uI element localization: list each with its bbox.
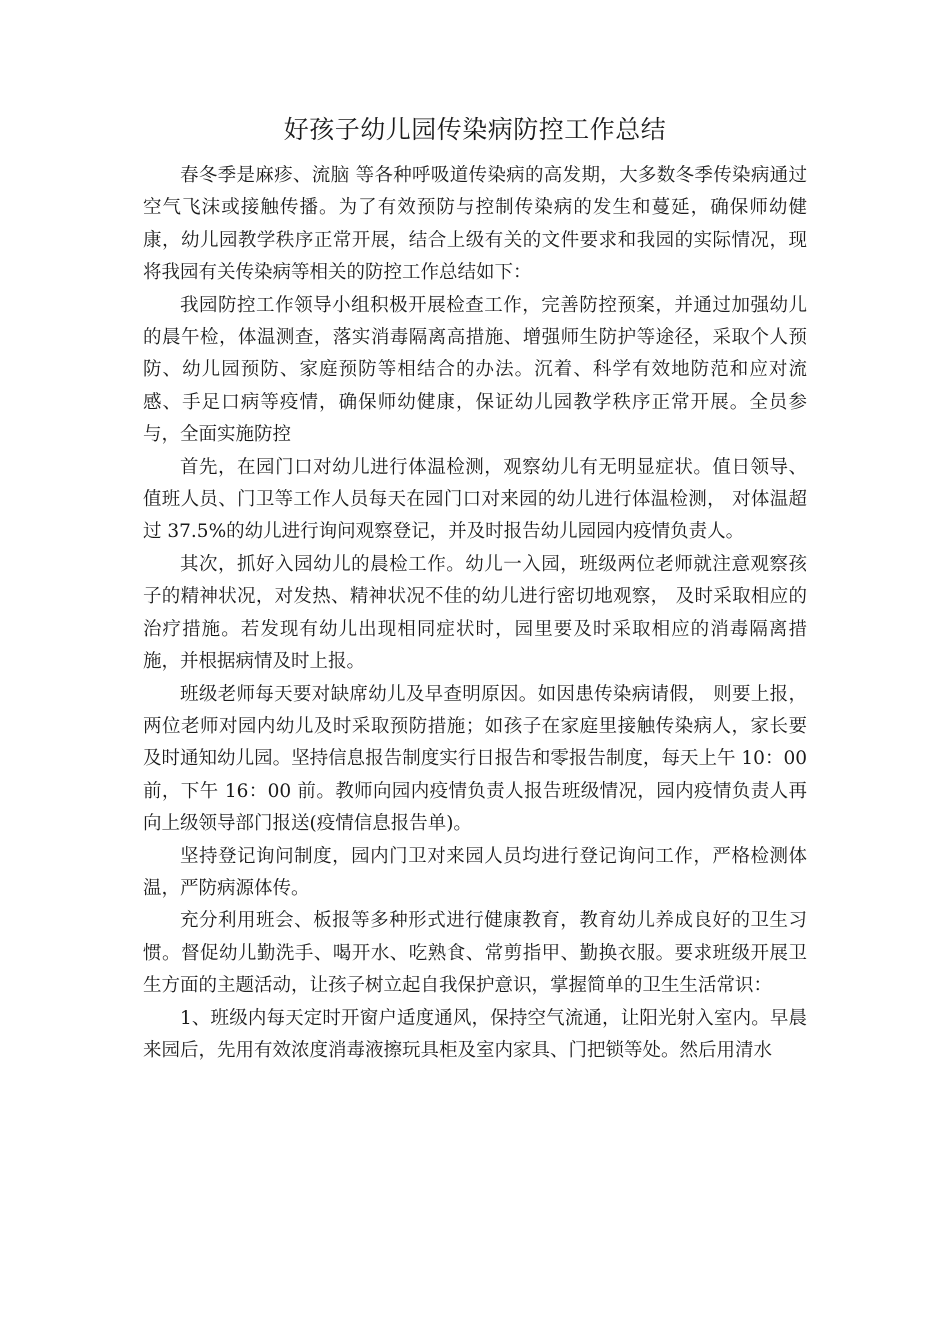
document-page <box>143 108 807 1067</box>
paragraph-temperature-check: 首先，在园门口对幼儿进行体温检测，观察幼儿有无明显症状。值日领导、值班人员、门卫等工作人员每天在园门口对来园的幼儿进行体温检测， 对体温超过 37.5%的幼儿进行询问观察登记，并及时报告幼儿园园内疫情负责人。 <box>143 456 807 543</box>
paragraph-visitor-registration: 坚持登记询问制度，园内门卫对来园人员均进行登记询问工作，严格检测体温，严防病源体传。 <box>143 845 807 899</box>
paragraph-absence-report: 班级老师每天要对缺席幼儿及早查明原因。如因患传染病请假， 则要上报，两位老师对园内幼儿及时采取预防措施；如孩子在家庭里接触传染病人，家长要及时通知幼儿园。坚持信息报告制度实行日报告和零报告制度，每天上午 10：00 前，下午 16：00 前。教师向园内疫情负责人报告班级情况，园内疫情负责人再向上级领导部门报送(疫情信息报告单)。 <box>143 683 807 835</box>
paragraph-ventilation: 1、班级内每天定时开窗户适度通风，保持空气流通，让阳光射入室内。早晨来园后，先用有效浓度消毒液擦玩具柜及室内家具、门把锁等处。然后用清水 <box>143 1007 807 1061</box>
paragraph-morning-check: 其次，抓好入园幼儿的晨检工作。幼儿一入园，班级两位老师就注意观察孩子的精神状况，对发热、精神状况不佳的幼儿进行密切地观察， 及时采取相应的治疗措施。若发现有幼儿出现相同症状时，园里要及时采取相应的消毒隔离措施，并根据病情及时上报。 <box>143 553 807 673</box>
paragraph-intro: 春冬季是麻疹、流脑 等各种呼吸道传染病的高发期，大多数冬季传染病通过空气飞沫或接触传播。为了有效预防与控制传染病的发生和蔓延，确保师幼健康，幼儿园教学秩序正常开展，结合上级有关的文件要求和我园的实际情况，现将我园有关传染病等相关的防控工作总结如下： <box>143 165 807 284</box>
paragraph-health-education: 充分利用班会、板报等多种形式进行健康教育，教育幼儿养成良好的卫生习惯。督促幼儿勤洗手、喝开水、吃熟食、常剪指甲、勤换衣服。要求班级开展卫生方面的主题活动，让孩子树立起自我保护意识，掌握简单的卫生生活常识： <box>143 910 807 997</box>
document-title: 好孩子幼儿园传染病防控工作总结 <box>283 115 667 144</box>
paragraph-leadership: 我园防控工作领导小组积极开展检查工作，完善防控预案，并通过加强幼儿的晨午检，体温测查，落实消毒隔离高措施、增强师生防护等途径，采取个人预防、幼儿园预防、家庭预防等相结合的办法。沉着、科学有效地防范和应对流感、手足口病等疫情，确保师幼健康，保证幼儿园教学秩序正常开展。全员参与，全面实施防控 <box>143 294 807 446</box>
